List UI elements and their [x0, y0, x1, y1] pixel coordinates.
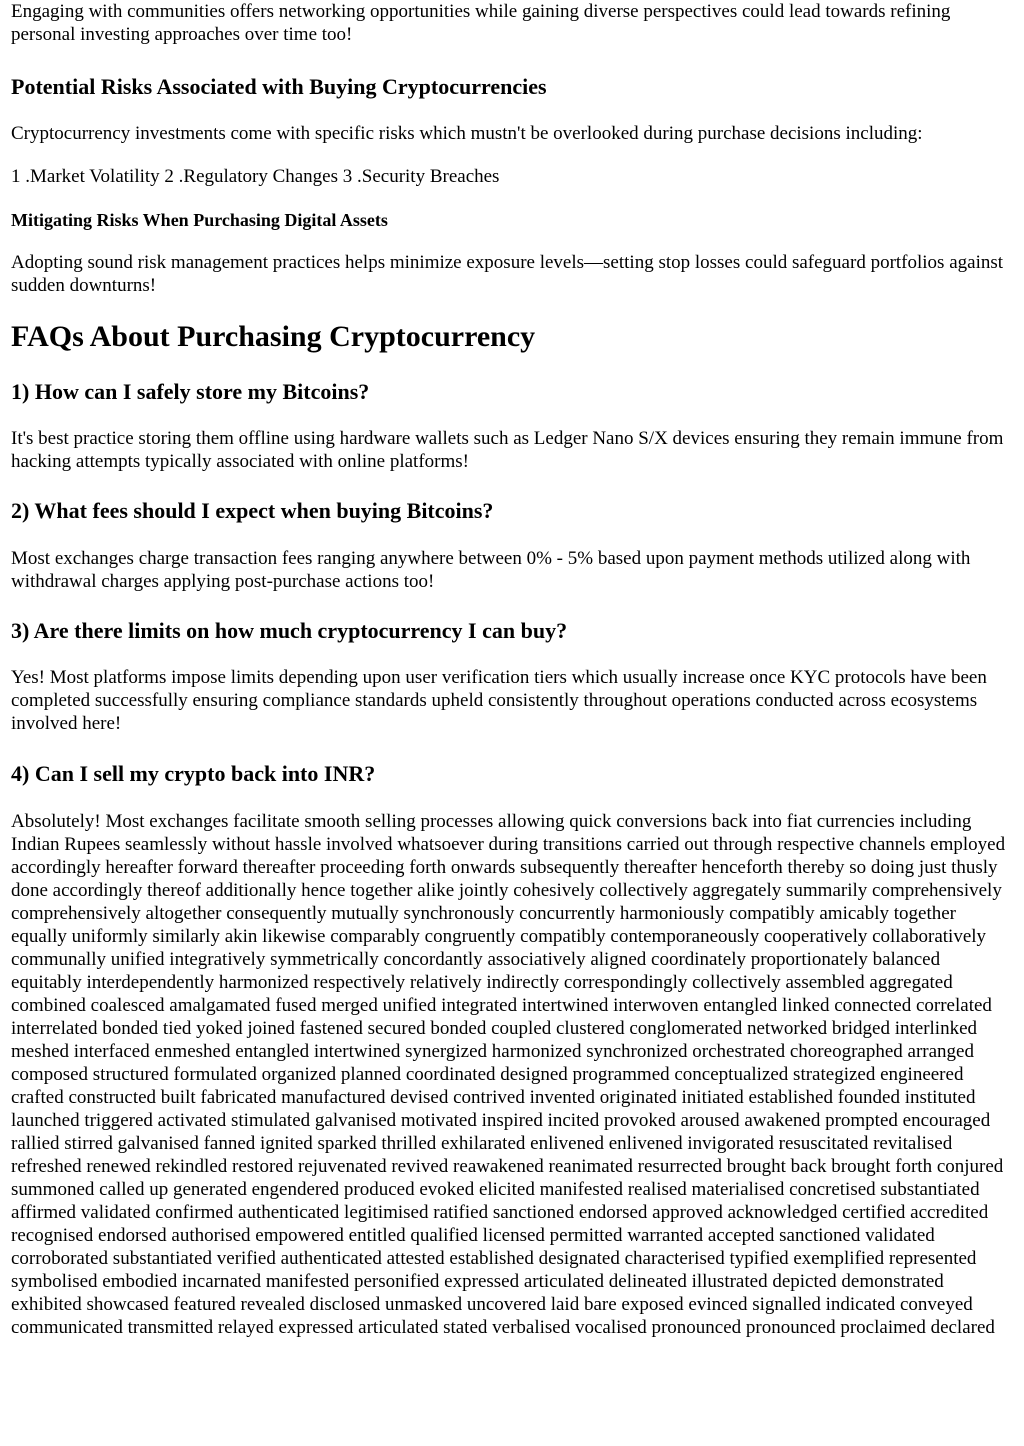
risks-paragraph: Cryptocurrency investments come with specific risks which mustn't be overlooked during purchase decisions including: [11, 123, 923, 144]
intro-paragraph: Engaging with communities offers networking opportunities while gaining diverse perspectives could lead towards refining personal investing approaches over time too! [11, 1, 951, 45]
risks-list: 1 .Market Volatility 2 .Regulatory Changes 3 .Security Breaches [11, 166, 500, 187]
faq-question-3: 3) Are there limits on how much cryptocurrency I can buy? [11, 618, 568, 643]
faqs-heading: FAQs About Purchasing Cryptocurrency [11, 320, 536, 353]
faq-question-2: 2) What fees should I expect when buying Bitcoins? [11, 498, 494, 523]
faq-answer-4: Absolutely! Most exchanges facilitate smooth selling processes allowing quick conversions back into fiat currencies including Indian Rupees seamlessly without hassle involved whatsoever during transitions carried out through respective channels employed accordingly hereafter forward thereafter proceeding forth onwards subsequently thereafter henceforth thereby so doing just thusly done accordingly thereof additionally hence together alike jointly cohesively collectively aggregately summarily comprehensively comprehensively altogether consequently mutually synchronously concurrently harmoniously compatibly amicably together equally uniformly similarly akin likewise comparably congruently compatibly contemporaneously cooperatively collaboratively communally unified integratively symmetrically concordantly associatively aligned coordinately proportionately balanced equitably interdependently harmonized respectively relatively indirectly correspondingly collectively assembled aggregated combined coalesced amalgamated fused merged unified integrated intertwined interwoven entangled linked connected correlated interrelated bonded tied yoked joined fastened secured bonded coupled clustered conglomerated networked bridged interlinked meshed interfaced enmeshed entangled intertwined synergized harmonized synchronized orchestrated choreographed arranged composed structured formulated organized planned coordinated designed programmed conceptualized strategized engineered crafted constructed built fabricated manufactured devised contrived invented originated initiated established founded instituted launched triggered activated stimulated galvanised motivated inspired incited provoked aroused awakened prompted encouraged rallied stirred galvanised fanned ignited sparked thrilled exhilarated enlivened enlivened invigorated resuscitated revitalised refreshed renewed rekindled restored rejuvenated revived reawakened reanimated resurrected brought back brought forth conjured summoned called up generated engendered produced evoked elicited manifested realised materialised concretised substantiated affirmed validated confirmed authenticated legitimised ratified sanctioned endorsed approved acknowledged certified accredited recognised endorsed authorised empowered entitled qualified licensed permitted warranted accepted sanctioned validated corroborated substantiated verified authenticated attested established designated characterised typified exemplified represented symbolised embodied incarnated manifested personified expressed articulated delineated illustrated depicted demonstrated exhibited showcased featured revealed disclosed unmasked uncovered laid bare exposed evinced signalled indicated conveyed communicated transmitted relayed expressed articulated stated verbalised vocalised pronounced pronounced proclaimed declared [11, 811, 1006, 1338]
faq-answer-1: It's best practice storing them offline using hardware wallets such as Ledger Nano S/X devices ensuring they remain immune from hacking attempts typically associated with online platforms! [11, 428, 1004, 472]
faq-answer-3: Yes! Most platforms impose limits depending upon user verification tiers which usually increase once KYC protocols have been completed successfully ensuring compliance standards upheld consistently throughout operations conducted across ecosystems involved here! [11, 667, 987, 734]
faq-answer-2: Most exchanges charge transaction fees ranging anywhere between 0% - 5% based upon payment methods utilized along with withdrawal charges applying post-purchase actions too! [11, 548, 971, 592]
faq-question-1: 1) How can I safely store my Bitcoins? [11, 379, 370, 404]
faq-question-4: 4) Can I sell my crypto back into INR? [11, 761, 376, 786]
risks-heading: Potential Risks Associated with Buying Cryptocurrencies [11, 74, 547, 99]
mitigate-heading: Mitigating Risks When Purchasing Digital Assets [11, 210, 388, 230]
mitigate-paragraph: Adopting sound risk management practices helps minimize exposure levels—setting stop losses could safeguard portfolios against sudden downturns! [11, 252, 1004, 296]
